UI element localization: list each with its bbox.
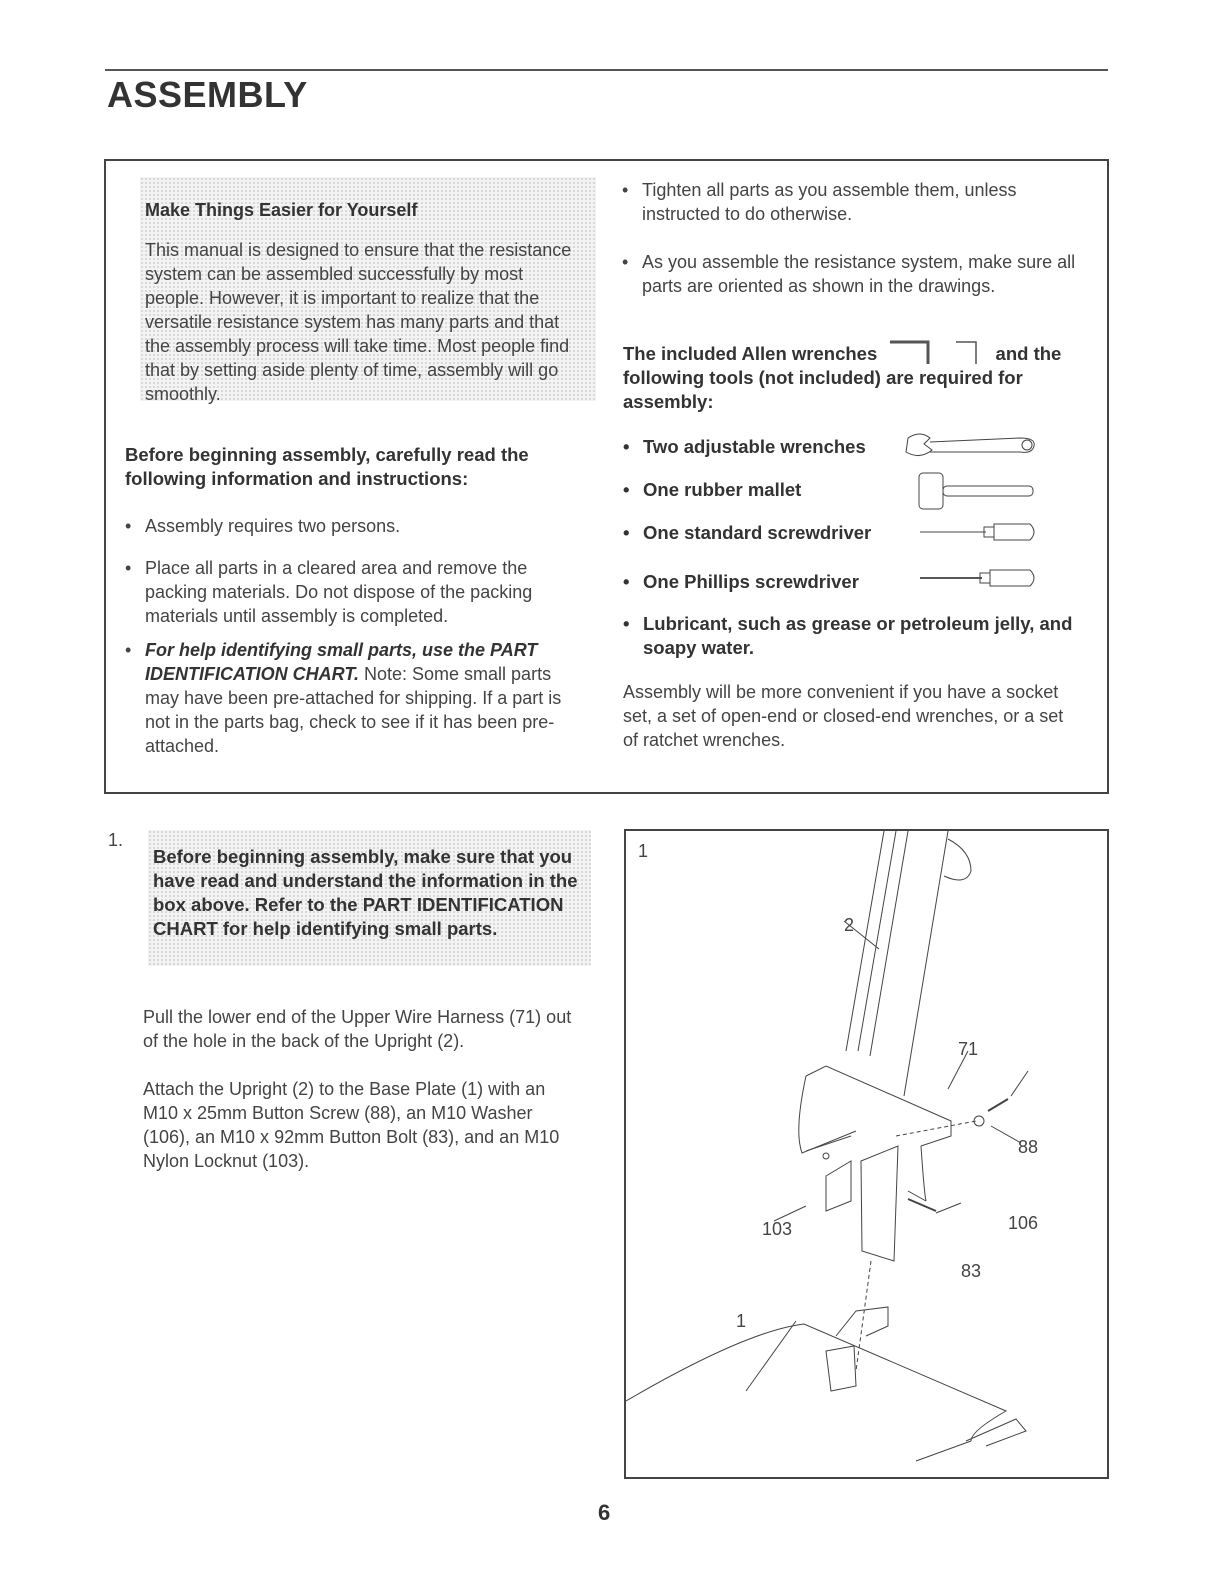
tools-intro-b: and the following tools (not included) are required for assembly:	[623, 343, 1062, 412]
tools-intro-a: The included Allen wrenches	[623, 343, 878, 364]
closing-note: Assembly will be more convenient if you have a socket set, a set of open-end or closed-end wrenches, or a set of ratchet wrenches.	[623, 682, 1064, 750]
tip-text: This manual is designed to ensure that the resistance system can be assembled successfully by most people. However, it is important to realize that the versatile resistance system has many parts and that the assembly process will take time. Most people find that by setting aside plenty of time, assembly will go smoothly.	[145, 240, 572, 404]
tools-intro	[623, 340, 1093, 414]
header-rule	[105, 69, 1108, 71]
tool-item: • One standard screwdriver	[623, 521, 1093, 545]
bullet-item: • Place all parts in a cleared area and remove the packing materials. Do not dispose of the packing materials until assembly is completed.	[125, 556, 585, 628]
allen-wrenches-icon	[888, 340, 984, 366]
page-number: 6	[598, 1500, 611, 1525]
label-harness: 71	[958, 1039, 979, 1059]
label-base: 1	[736, 1311, 747, 1331]
right-bullets	[622, 178, 1087, 298]
bullet-item: • Tighten all parts as you assemble them, unless instructed to do otherwise.	[622, 178, 1087, 226]
step-callout-text: Before beginning assembly, make sure that you have read and understand the information in the box above. Refer to the PART IDENTIFICATION CHART for help identifying small parts.	[153, 846, 578, 939]
label-bolt: 83	[961, 1261, 982, 1281]
intro-bullets	[125, 514, 585, 758]
figure-box	[624, 829, 1109, 1479]
tool-item: • Two adjustable wrenches	[623, 435, 1093, 459]
label-screw: 88	[1018, 1137, 1039, 1157]
label-upright: 2	[844, 915, 855, 935]
before-heading: Before beginning assembly, carefully read the following information and instructions:	[125, 444, 529, 489]
label-locknut: 103	[762, 1219, 793, 1239]
bullet-item: • Assembly requires two persons.	[125, 514, 585, 538]
page-title: ASSEMBLY	[107, 74, 308, 115]
adjustable-wrench-icon	[900, 430, 1040, 464]
step-paragraph-1: Pull the lower end of the Upper Wire Harness (71) out of the hole in the back of the Upright (2).	[143, 1007, 572, 1051]
label-washer: 106	[1008, 1213, 1039, 1233]
phillips-screwdriver-icon	[918, 568, 1042, 588]
standard-screwdriver-icon	[918, 522, 1042, 542]
step-paragraph-2: Attach the Upright (2) to the Base Plate (1) with an M10 x 25mm Button Screw (88), an M10 Washer (106), an M10 x 92mm Button Bolt (83), and an M10 Nylon Locknut (103).	[143, 1079, 560, 1171]
tool-item: • One rubber mallet	[623, 478, 1093, 502]
step-number: 1.	[108, 830, 124, 850]
figure-number: 1	[638, 841, 649, 861]
bullet-item-help	[125, 638, 585, 758]
tool-item: • One Phillips screwdriver	[623, 570, 1093, 594]
tool-item: • Lubricant, such as grease or petroleum jelly, and soapy water.	[623, 612, 1093, 660]
help-note: Note: Some small parts may have been pre-attached for shipping. If a part is not in the parts bag, check to see if it has been pre-attached.	[145, 664, 562, 756]
tip-heading: Make Things Easier for Yourself	[145, 200, 418, 220]
help-emphasis: For help identifying small parts, use the PART IDENTIFICATION CHART.	[145, 640, 538, 684]
bullet-item: • As you assemble the resistance system, make sure all parts are oriented as shown in the drawings.	[622, 250, 1087, 298]
tools-list	[623, 435, 1093, 660]
rubber-mallet-icon	[918, 472, 1038, 512]
